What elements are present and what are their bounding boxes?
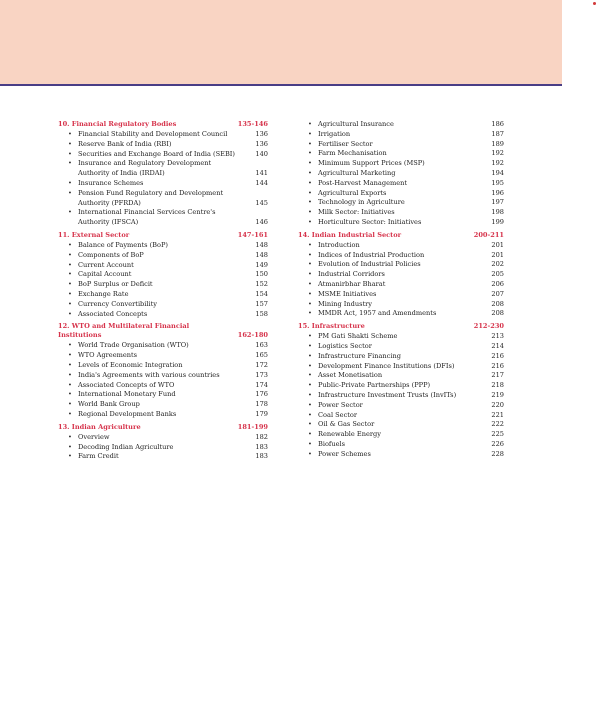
entry-page-number: 228 <box>491 449 504 458</box>
header-banner <box>0 0 562 86</box>
chapter-topic-list <box>298 241 504 319</box>
entry-page-number: 178 <box>255 400 268 409</box>
entry-title: Decoding Indian Agriculture <box>78 442 174 451</box>
entry-page-number: 173 <box>255 370 268 379</box>
entry-page-number: 136 <box>255 139 268 148</box>
toc-entry[interactable] <box>298 280 504 290</box>
toc-entry[interactable] <box>58 280 268 290</box>
chapter-title: 11. External Sector <box>58 230 130 239</box>
chapter-topic-list <box>58 341 268 419</box>
entry-title: Regional Development Banks <box>78 409 177 418</box>
entry-title: Oil & Gas Sector <box>318 420 375 429</box>
entry-page-number: 207 <box>491 289 504 298</box>
toc-entry[interactable] <box>298 270 504 280</box>
toc-entry[interactable] <box>298 309 504 319</box>
toc-entry[interactable] <box>298 411 504 421</box>
toc-entry[interactable] <box>298 420 504 430</box>
entry-page-number: 201 <box>491 250 504 259</box>
entry-title: Milk Sector: Initiatives <box>318 208 395 217</box>
entry-title: Minimum Support Prices (MSP) <box>318 159 425 168</box>
toc-entry[interactable] <box>298 440 504 450</box>
entry-title: Development Finance Institutions (DFIs) <box>318 361 455 370</box>
entry-title: Power Schemes <box>318 449 371 458</box>
chapter-page-range: 135-146 <box>237 120 268 128</box>
entry-title: Associated Concepts of WTO <box>78 380 175 389</box>
chapter-topic-list <box>58 433 268 462</box>
chapter-topic-list <box>58 130 268 228</box>
toc-entry[interactable] <box>58 300 268 310</box>
entry-title: Agricultural Marketing <box>318 168 396 177</box>
entry-title: Mining Industry <box>318 299 373 308</box>
toc-entry[interactable] <box>58 381 268 391</box>
entry-title: Evolution of Industrial Policies <box>318 260 421 269</box>
entry-title: World Bank Group <box>78 400 140 409</box>
toc-entry[interactable] <box>58 130 268 140</box>
entry-page-number: 218 <box>491 381 504 390</box>
entry-title: Technology in Agriculture <box>318 198 405 207</box>
entry-page-number: 221 <box>491 410 504 419</box>
entry-page-number: 150 <box>255 270 268 279</box>
chapter-title: 12. WTO and Multilateral Financial Institutions <box>58 322 190 340</box>
toc-entry[interactable] <box>298 159 504 169</box>
entry-title: Industrial Corridors <box>318 270 385 279</box>
toc-entry[interactable] <box>298 241 504 251</box>
entry-title: Public-Private Partnerships (PPP) <box>318 381 431 390</box>
entry-page-number: 140 <box>255 149 268 158</box>
entry-page-number: 226 <box>491 439 504 448</box>
entry-title: Associated Concepts <box>78 309 148 318</box>
entry-page-number: 197 <box>491 198 504 207</box>
entry-page-number: 186 <box>491 120 504 128</box>
entry-page-number: 199 <box>491 217 504 226</box>
entry-title: Reserve Bank of India (RBI) <box>78 139 172 148</box>
entry-title: Agricultural Insurance <box>318 120 394 128</box>
toc-entry[interactable] <box>298 290 504 300</box>
toc-entry[interactable] <box>58 241 268 251</box>
entry-page-number: 220 <box>491 400 504 409</box>
toc-left-column <box>58 120 268 465</box>
entry-page-number: 192 <box>491 149 504 158</box>
entry-title: Horticulture Sector: Initiatives <box>318 217 422 226</box>
entry-title: Balance of Payments (BoP) <box>78 240 168 249</box>
toc-chapter <box>298 231 504 319</box>
toc-entry[interactable] <box>298 130 504 140</box>
chapter-page-range: 212-230 <box>473 322 504 331</box>
entry-title: Securities and Exchange Board of India (SEBI) <box>78 149 235 158</box>
toc-entry[interactable] <box>298 149 504 159</box>
entry-title: Insurance Schemes <box>78 178 144 187</box>
toc-entry[interactable] <box>298 342 504 352</box>
entry-page-number: 206 <box>491 279 504 288</box>
entry-page-number: 148 <box>255 240 268 249</box>
entry-title: Fertiliser Sector <box>318 139 373 148</box>
toc-entry[interactable] <box>298 352 504 362</box>
entry-title: Irrigation <box>318 129 351 138</box>
entry-title: MMDR Act, 1957 and Amendments <box>318 309 437 318</box>
toc-entry[interactable] <box>298 189 504 199</box>
entry-title: PM Gati Shakti Scheme <box>318 332 398 341</box>
toc-entry[interactable] <box>298 450 504 460</box>
entry-page-number: 192 <box>491 159 504 168</box>
entry-title: Pension Fund Regulatory and Development Authority (PFRDA) <box>78 188 224 207</box>
entry-page-number: 165 <box>255 351 268 360</box>
entry-page-number: 187 <box>491 129 504 138</box>
entry-page-number: 154 <box>255 289 268 298</box>
toc-entry[interactable] <box>298 218 504 228</box>
corner-mark <box>593 2 596 5</box>
entry-page-number: 208 <box>491 309 504 318</box>
entry-title: Atmanirbhar Bharat <box>318 279 386 288</box>
entry-page-number: 208 <box>491 299 504 308</box>
toc-entry[interactable] <box>298 391 504 401</box>
entry-title: Power Sector <box>318 400 363 409</box>
toc-chapter <box>58 322 268 419</box>
entry-page-number: 216 <box>491 361 504 370</box>
toc-entry[interactable] <box>58 410 268 420</box>
entry-title: International Financial Services Centre's Authority (IFSCA) <box>78 208 216 227</box>
toc-entry[interactable] <box>58 159 268 179</box>
toc-entry[interactable] <box>298 371 504 381</box>
chapter-title: 15. Infrastructure <box>298 322 365 331</box>
toc-chapter <box>58 231 268 319</box>
entry-page-number: 176 <box>255 390 268 399</box>
entry-page-number: 201 <box>491 240 504 249</box>
entry-title: Components of BoP <box>78 250 144 259</box>
chapter-page-range: 162-180 <box>237 331 268 340</box>
chapter-topic-list <box>298 120 504 228</box>
entry-page-number: 182 <box>255 432 268 441</box>
chapter-heading[interactable] <box>58 231 268 240</box>
entry-page-number: 183 <box>255 442 268 451</box>
entry-page-number: 202 <box>491 260 504 269</box>
chapter-heading[interactable] <box>58 322 268 340</box>
entry-title: Insurance and Regulatory Development Authority of India (IRDAI) <box>78 159 212 178</box>
chapter-heading[interactable] <box>298 231 504 240</box>
toc-entry[interactable] <box>298 332 504 342</box>
entry-page-number: 198 <box>491 208 504 217</box>
chapter-title: 14. Indian Industrial Sector <box>298 230 402 239</box>
entry-title: MSME Initiatives <box>318 289 377 298</box>
entry-page-number: 205 <box>491 270 504 279</box>
entry-page-number: 163 <box>255 341 268 350</box>
toc-entry[interactable] <box>298 430 504 440</box>
entry-page-number: 157 <box>255 299 268 308</box>
toc-chapter <box>58 423 268 462</box>
toc-entry[interactable] <box>58 452 268 462</box>
chapter-heading[interactable] <box>58 120 268 129</box>
entry-title: Levels of Economic Integration <box>78 360 183 369</box>
toc-chapter <box>298 120 504 228</box>
toc-entry[interactable] <box>298 140 504 150</box>
chapter-page-range: 147-161 <box>237 230 268 239</box>
entry-page-number: 183 <box>255 452 268 461</box>
toc-entry[interactable] <box>298 198 504 208</box>
toc-entry[interactable] <box>298 362 504 372</box>
entry-title: Currency Convertibility <box>78 299 157 308</box>
toc-entry[interactable] <box>298 251 504 261</box>
toc-entry[interactable] <box>58 140 268 150</box>
entry-title: BoP Surplus or Deficit <box>78 280 153 289</box>
entry-page-number: 174 <box>255 380 268 389</box>
toc-entry[interactable] <box>58 208 268 228</box>
toc-entry[interactable] <box>58 433 268 443</box>
chapter-heading[interactable] <box>298 322 504 331</box>
toc-entry[interactable] <box>58 150 268 160</box>
toc-entry[interactable] <box>298 260 504 270</box>
entry-page-number: 195 <box>491 178 504 187</box>
entry-title: Farm Credit <box>78 452 119 461</box>
entry-title: Coal Sector <box>318 410 358 419</box>
entry-title: Post-Harvest Management <box>318 178 408 187</box>
entry-page-number: 219 <box>491 390 504 399</box>
toc-entry[interactable] <box>58 361 268 371</box>
entry-title: WTO Agreements <box>78 351 138 360</box>
entry-title: Infrastructure Investment Trusts (InvITs) <box>318 390 457 399</box>
chapter-heading[interactable] <box>58 423 268 432</box>
chapter-topic-list <box>298 332 504 459</box>
entry-title: International Monetary Fund <box>78 390 176 399</box>
chapter-title: 13. Indian Agriculture <box>58 422 141 431</box>
toc-right-column <box>298 120 504 463</box>
entry-page-number: 149 <box>255 260 268 269</box>
toc-entry[interactable] <box>58 290 268 300</box>
toc-entry[interactable] <box>298 179 504 189</box>
toc-entry[interactable] <box>58 400 268 410</box>
entry-page-number: 179 <box>255 409 268 418</box>
entry-page-number: 145 <box>255 198 268 207</box>
entry-title: Farm Mechanisation <box>318 149 387 158</box>
entry-page-number: 216 <box>491 351 504 360</box>
toc-entry[interactable] <box>298 300 504 310</box>
entry-title: Asset Monetisation <box>318 371 383 380</box>
entry-page-number: 136 <box>255 130 268 138</box>
entry-title: World Trade Organisation (WTO) <box>78 341 189 350</box>
toc-entry[interactable] <box>298 401 504 411</box>
toc-entry[interactable] <box>58 341 268 351</box>
entry-page-number: 213 <box>491 332 504 341</box>
entry-title: Overview <box>78 432 110 441</box>
toc-entry[interactable] <box>298 381 504 391</box>
entry-title: Indices of Industrial Production <box>318 250 425 259</box>
toc-entry[interactable] <box>58 310 268 320</box>
entry-title: Logistics Sector <box>318 341 372 350</box>
entry-title: Biofuels <box>318 439 346 448</box>
toc-entry[interactable] <box>58 189 268 209</box>
entry-page-number: 196 <box>491 188 504 197</box>
chapter-topic-list <box>58 241 268 319</box>
entry-page-number: 214 <box>491 341 504 350</box>
entry-page-number: 144 <box>255 178 268 187</box>
chapter-title: 10. Financial Regulatory Bodies <box>58 120 177 128</box>
entry-page-number: 141 <box>255 169 268 178</box>
entry-title: Current Account <box>78 260 134 269</box>
toc-entry[interactable] <box>298 208 504 218</box>
entry-title: Infrastructure Financing <box>318 351 401 360</box>
entry-title: Financial Stability and Development Council <box>78 130 228 138</box>
toc-entry[interactable] <box>58 443 268 453</box>
toc-entry[interactable] <box>58 251 268 261</box>
entry-page-number: 172 <box>255 360 268 369</box>
toc-entry[interactable] <box>58 371 268 381</box>
toc-entry[interactable] <box>58 270 268 280</box>
entry-title: Renewable Energy <box>318 430 381 439</box>
toc-chapter <box>298 322 504 459</box>
entry-page-number: 222 <box>491 420 504 429</box>
entry-page-number: 148 <box>255 250 268 259</box>
entry-title: India's Agreements with various countries <box>78 370 220 379</box>
entry-page-number: 158 <box>255 309 268 318</box>
entry-title: Capital Account <box>78 270 132 279</box>
entry-title: Introduction <box>318 240 360 249</box>
toc-entry[interactable] <box>58 390 268 400</box>
chapter-page-range: 200-211 <box>473 230 504 239</box>
entry-title: Exchange Rate <box>78 289 129 298</box>
entry-page-number: 146 <box>255 218 268 227</box>
toc-entry[interactable] <box>58 351 268 361</box>
entry-page-number: 189 <box>491 139 504 148</box>
toc-entry[interactable] <box>58 261 268 271</box>
entry-page-number: 225 <box>491 430 504 439</box>
toc-entry[interactable] <box>298 120 504 130</box>
toc-entry[interactable] <box>58 179 268 189</box>
chapter-page-range: 181-199 <box>237 422 268 431</box>
entry-page-number: 217 <box>491 371 504 380</box>
entry-page-number: 152 <box>255 280 268 289</box>
toc-entry[interactable] <box>298 169 504 179</box>
toc-chapter <box>58 120 268 228</box>
entry-title: Agricultural Exports <box>318 188 387 197</box>
entry-page-number: 194 <box>491 168 504 177</box>
